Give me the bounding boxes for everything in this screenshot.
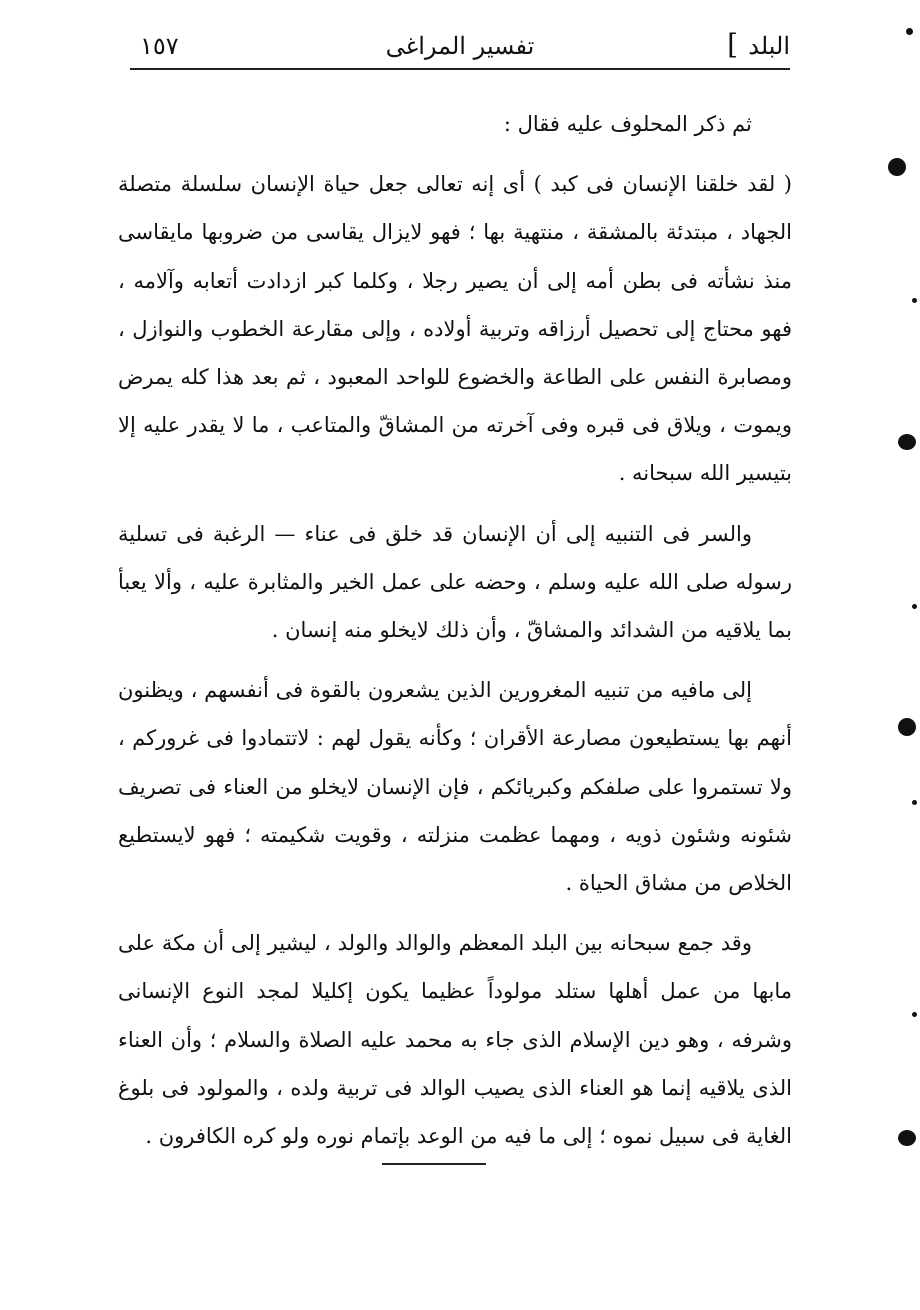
surah-name: البلد [748,32,790,60]
scan-mark [912,800,917,805]
scan-mark [898,434,916,450]
paragraph-4: إلى مافيه من تنبيه المغرورين الذين يشعرون بالقوة فى أنفسهم ، ويظنون أنهم بها يستطيعون مصارعة الأقران ؛ وكأنه يقول لهم : لاتتمادوا فى غروركم ، ولا تستمروا على صلفكم وكبريائكم ، فإن الإنسان لايخلو من العناء فى تصريف شئونه وشئون ذويه ، ومهما عظمت منزلته ، وقويت شكيمته ؛ فهو لايستطيع الخلاص من مشاق الحياة . [118,678,792,896]
paragraph-2: ( لقد خلقنا الإنسان فى كبد ) أى إنه تعالى جعل حياة الإنسان سلسلة متصلة الجهاد ، مبتدئة بالمشقة ، منتهية بها ؛ فهو لايزال يقاسى من ضروبها مايقاسى منذ نشأته فى بطن أمه إلى أن يصير رجلا ، وكلما كبر ازدادت أتعابه وآلامه ، فهو محتاج إلى تحصيل أرزاقه وتربية أولاده ، وإلى مقارعة الخطوب والنوازل ، ومصابرة النفس على الطاعة والخضوع للواحد المعبود ، ثم بعد هذا كله يمرض ويموت ، ويلاق فى قبره وفى آخرته من المشاقّ والمتاعب ، ما لا يقدر عليه إلا بتيسير الله سبحانه . [118,172,792,486]
scan-mark [912,1012,917,1017]
scan-mark [912,298,917,303]
paragraph-3: والسر فى التنبيه إلى أن الإنسان قد خلق فى عناء — الرغبة فى تسلية رسوله صلى الله عليه وسلم ، وحضه على عمل الخير والمثابرة عليه ، وألا يعبأ بما يلاقيه من الشدائد والمشاقّ ، وأن ذلك لايخلو منه إنسان . [118,521,792,643]
paragraph-5: وقد جمع سبحانه بين البلد المعظم والوالد والولد ، ليشير إلى أن مكة على مابها من عمل أهلها ستلد مولوداً عظيما يكون إكليلا لمجد النوع الإنسانى وشرفه ، وهو دين الإسلام الذى جاء به محمد عليه الصلاة والسلام ؛ وأن العناء الذى يلاقيه إنما هو العناء الذى يصيب الوالد فى تربية ولده ، والمولود فى بلوغ الغاية فى سبيل نموه ؛ إلى ما فيه من الوعد بإتمام نوره ولو كره الكافرون . [118,931,792,1149]
page-number: ١٥٧ [140,32,179,60]
page-header [130,28,790,68]
scan-mark [898,718,916,736]
scan-mark [906,28,913,35]
scan-mark [912,604,917,609]
header-bracket: ] [727,28,738,61]
header-rule [130,68,790,70]
scan-mark [888,158,906,176]
end-rule [382,1163,486,1165]
scan-mark [898,1130,916,1146]
paragraph-1: ثم ذكر المحلوف عليه فقال : [503,112,752,136]
page-body [118,100,792,1160]
book-title: تفسير المراغى [385,32,535,60]
